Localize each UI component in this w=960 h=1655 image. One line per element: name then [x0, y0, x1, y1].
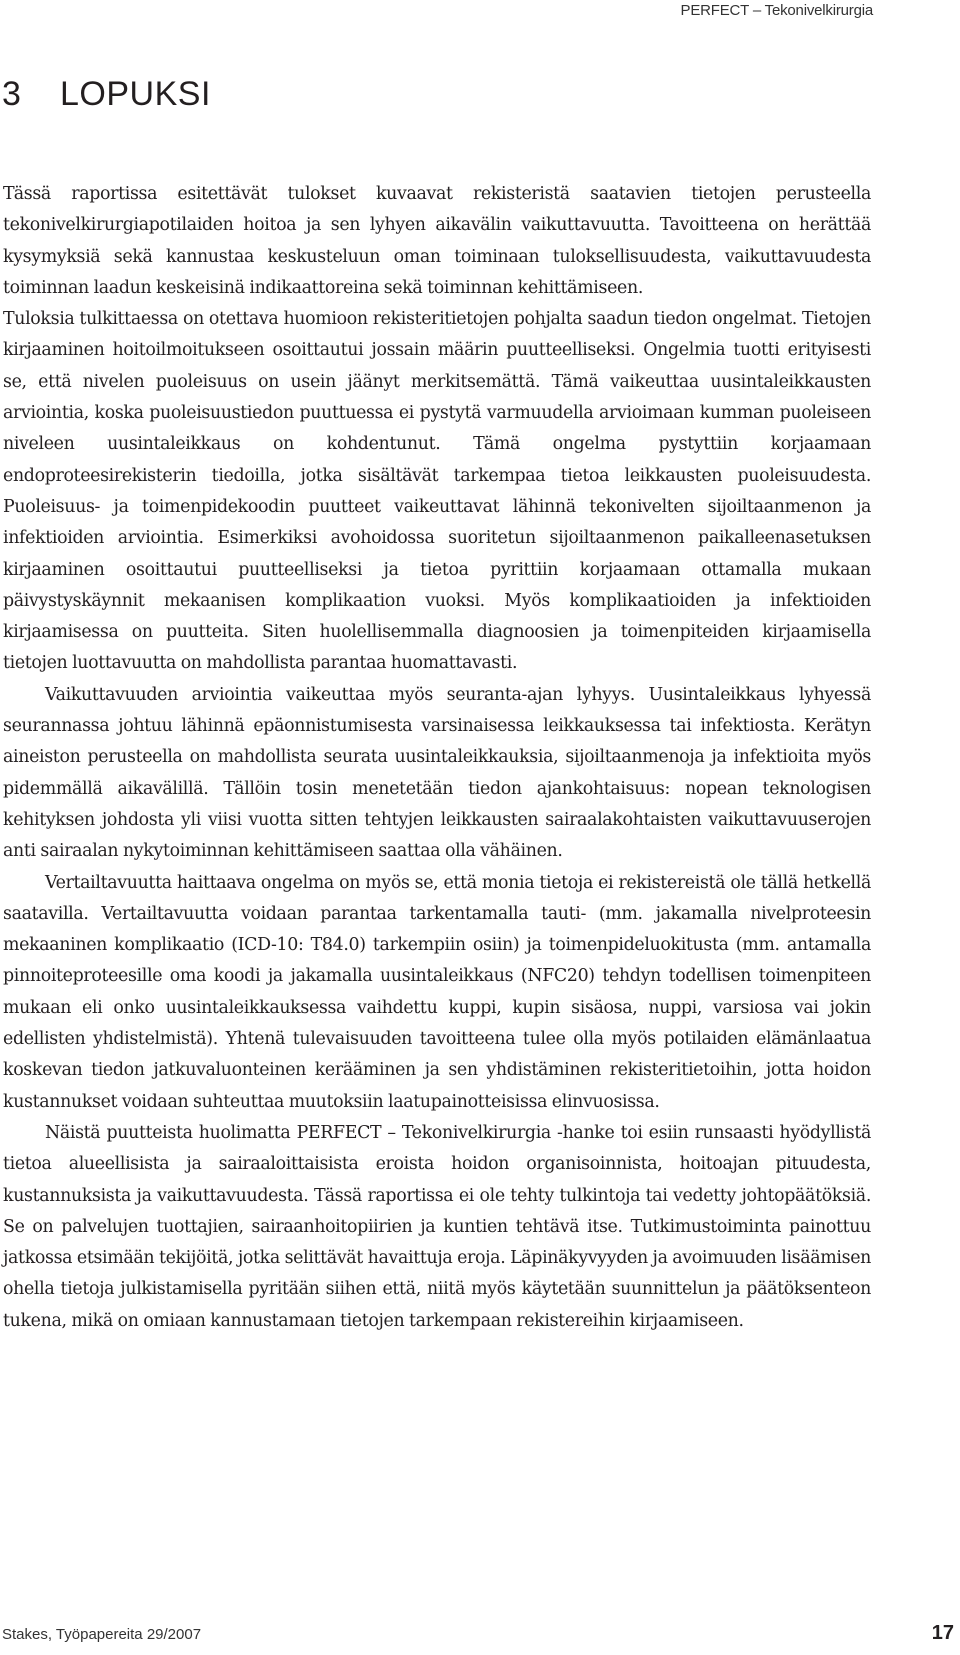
- chapter-heading: [2, 70, 211, 118]
- chapter-title: LOPUKSI: [60, 75, 211, 113]
- chapter-number: 3: [2, 75, 22, 113]
- body-text: [3, 179, 871, 1337]
- paragraph-data-limitations: Tuloksia tulkittaessa on otettava huomioon rekisteritietojen pohjalta saadun tiedon ongelmat. Tietojen kirjaaminen hoitoilmoitukseen osoittautui jossain määrin puutteelliseksi. Ongelmia tuotti erityisesti se, että nivelen puoleisuus on usein jäänyt merkitsemättä. Tämä vaikeuttaa uusintaleikkausten arviointia, koska puoleisuustiedon puuttuessa ei pystytä varmuudella arvioimaan kumman puoleiseen niveleen uusintaleikkaus on kohdentunut. Tämä ongelma pystyttiin korjaamaan endoproteesirekisterin tiedoilla, jotka sisältävät tarkempaa tietoa leikkausten puoleisuudesta. Puoleisuus- ja toimenpidekoodin puutteet vaikeuttavat lähinnä tekonivelten sijoiltaanmenon ja infektioiden arviointia. Esimerkiksi avohoidossa suoritetun sijoiltaanmenon paikalleenasetuksen kirjaaminen osoittautui puutteelliseksi ja tietoa pyrittiin korjaamaan ottamalla mukaan päivystyskäynnit mekaanisen komplikaation vuoksi. Myös komplikaatioiden ja infektioiden kirjaamisessa on puutteita. Siten huolellisemmalla diagnoosien ja toimenpiteiden kirjaamisella tietojen luottavuutta on mahdollista parantaa huomattavasti.: [3, 309, 871, 674]
- page-number: 17: [931, 1622, 954, 1644]
- paragraph-conclusion: Näistä puutteista huolimatta PERFECT – Tekonivelkirurgia -hanke toi esiin runsaasti hyödyllistä tietoa alueellisista ja sairaaloittaisista eroista hoidon organisoinnista, hoitoajan pituudesta, kustannuksista ja vaikuttavuudesta. Tässä raportissa ei ole tehty tulkintoja tai vedetty johtopäätöksiä. Se on palvelujen tuottajien, sairaanhoitopiirien ja kuntien tehtävä itse. Tutkimustoiminta painottuu jatkossa etsimään tekijöitä, jotka selittävät havaittuja eroja. Läpinäkyvyyden ja avoimuuden lisäämisen ohella tietoja julkistamisella pyritään siihen että, niitä myös käytetään suunnittelun ja päätöksenteon tukena, mikä on omiaan kannustamaan tietojen tarkempaan rekistereihin kirjaamiseen.: [3, 1122, 871, 1331]
- footer-publication: Stakes, Työpapereita 29/2007: [2, 1626, 202, 1643]
- paragraph-comparability: Vertailtavuutta haittaava ongelma on myös se, että monia tietoja ei rekistereistä ole tällä hetkellä saatavilla. Vertailtavuutta voidaan parantaa tarkentamalla tauti- (mm. jakamalla nivelproteesin mekaaninen komplikaatio (ICD-10: T84.0) tarkempiin osiin) ja toimenpideluokitusta (mm. antamalla pinnoiteproteesille oma koodi ja jakamalla uusintaleikkaus (NFC20) tehdyn todellisen toimenpiteen mukaan eli onko uusintaleikkauksessa vaihdettu kuppi, kupin sisäosa, nuppi, varsiosa vai jokin edellisten yhdistelmistä). Yhtenä tulevaisuuden tavoitteena tulee olla myös potilaiden elämänlaatua koskevan tiedon jatkuvaluonteinen kerääminen ja sen yhdistäminen rekisteritietoihin, jotta hoidon kustannukset voidaan suhteuttaa muutoksiin laatupainotteisissa elinvuosissa.: [3, 872, 871, 1112]
- paragraph-intro: Tässä raportissa esitettävät tulokset kuvaavat rekisteristä saatavien tietojen perusteella tekonivelkirurgiapotilaiden hoitoa ja sen lyhyen aikavälin vaikuttavuutta. Tavoitteena on herättää kysymyksiä sekä kannustaa keskusteluun oman toiminaan tuloksellisuudesta, vaikuttavuudesta toiminnan laadun keskeisinä indikaattoreina sekä toiminnan kehittämiseen.: [3, 184, 871, 298]
- paragraph-follow-up-time: Vaikuttavuuden arviointia vaikeuttaa myös seuranta-ajan lyhyys. Uusintaleikkaus lyhyessä seurannassa johtuu lähinnä epäonnistumisesta varsinaisessa leikkauksessa tai infektiosta. Kerätyn aineiston perusteella on mahdollista seurata uusintaleikkauksia, sijoiltaanmenoja ja infektioita myös pidemmällä aikavälillä. Tällöin tosin menetetään tiedon ajankohtaisuus: nopean teknologisen kehityksen johdosta yli viisi vuotta sitten tehtyjen leikkausten sairaalakohtaisten vaikuttavuuserojen anti sairaalan nykytoiminnan kehittämiseen saattaa olla vähäinen.: [3, 684, 871, 862]
- running-header: PERFECT – Tekonivelkirurgia: [680, 2, 873, 19]
